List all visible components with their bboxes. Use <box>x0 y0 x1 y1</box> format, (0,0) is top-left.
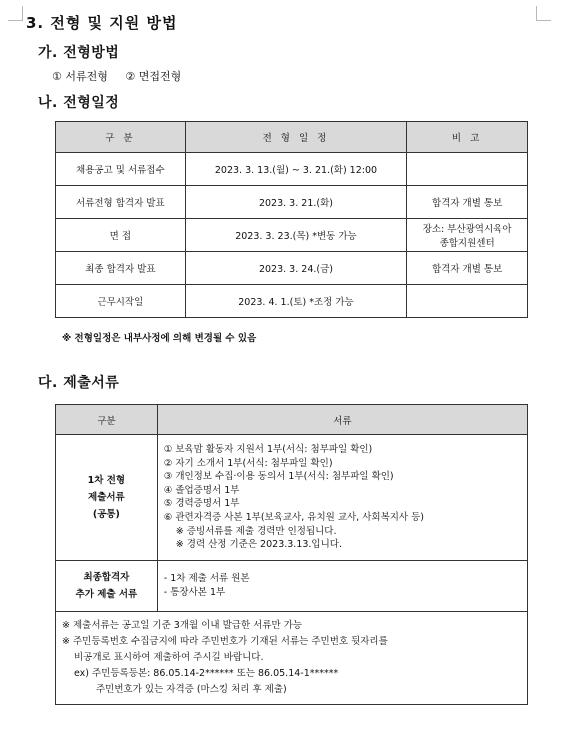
list-item: - 1차 제출 서류 원본 <box>163 573 250 585</box>
list-item: ⑤ 경력증명서 1부 <box>163 498 240 510</box>
option-document-screening: ① 서류전형 <box>52 70 108 83</box>
method-options <box>52 68 195 84</box>
row-item: 서류전형 합격자 발표 <box>56 186 186 219</box>
row-note <box>407 219 528 252</box>
method-title: 가. 전형방법 <box>38 45 120 61</box>
list-subnote: ※ 증빙서류를 제출 경력만 인정됩니다. <box>175 525 337 537</box>
list-item: - 통장사본 1부 <box>163 586 226 598</box>
table-row <box>56 560 528 611</box>
table-row <box>56 252 528 285</box>
header-documents: 서류 <box>157 405 527 435</box>
row-note: 합격자 개별 통보 <box>407 186 528 219</box>
table-header-row <box>56 405 528 435</box>
header-schedule: 전 형 일 정 <box>185 122 407 153</box>
first-stage-label <box>56 435 158 561</box>
row-date: 2023. 3. 24.(금) <box>185 252 407 285</box>
row-date: 2023. 3. 23.(목) *변동 가능 <box>185 219 407 252</box>
note-line: 비공개로 표시하여 제출하여 주시길 바랍니다. <box>74 651 264 663</box>
row-item: 채용공고 및 서류접수 <box>56 153 186 186</box>
list-item: ② 자기 소개서 1부(서식: 첨부파일 확인) <box>163 457 333 469</box>
table-header-row <box>56 122 528 153</box>
row-note <box>407 153 528 186</box>
note-line: 주민번호가 있는 자격증 (마스킹 처리 후 제출) <box>96 683 287 695</box>
row-item: 면 접 <box>56 219 186 252</box>
header-category: 구 분 <box>56 122 186 153</box>
row-date: 2023. 3. 13.(월) ~ 3. 21.(화) 12:00 <box>185 153 407 186</box>
list-item: ① 보육맘 활동자 지원서 1부(서식: 첨부파일 확인) <box>163 444 373 455</box>
schedule-footnote: ※ 전형일정은 내부사정에 의해 변경될 수 있음 <box>62 333 257 344</box>
header-remarks: 비 고 <box>407 122 528 153</box>
page-corner-marker <box>536 6 551 21</box>
list-subnote: ※ 경력 산정 기준은 2023.3.13.입니다. <box>175 539 342 551</box>
table-row <box>56 153 528 186</box>
documents-notes <box>56 611 528 704</box>
list-item: ④ 졸업증명서 1부 <box>163 484 240 496</box>
label-line: (공통) <box>92 508 120 520</box>
schedule-title: 나. 전형일정 <box>38 95 120 111</box>
first-stage-documents <box>157 435 527 561</box>
row-note-line: 장소: 부산광역시육아 <box>422 224 512 235</box>
note-line: ex) 주민등록등본: 86.05.14-2****** 또는 86.05.14-1****** <box>74 667 339 679</box>
list-item: ⑥ 관련자격증 사본 1부(보육교사, 유치원 교사, 사회복지사 등) <box>163 511 425 523</box>
row-date: 2023. 3. 21.(화) <box>185 186 407 219</box>
row-note: 합격자 개별 통보 <box>407 252 528 285</box>
table-row <box>56 219 528 252</box>
row-date: 2023. 4. 1.(토) *조정 가능 <box>185 285 407 318</box>
documents-table <box>55 404 528 705</box>
table-row <box>56 285 528 318</box>
header-category: 구분 <box>56 405 158 435</box>
label-line: 최종합격자 <box>83 571 130 583</box>
label-line: 1차 전형 <box>87 474 126 486</box>
row-note-line: 종합지원센터 <box>439 238 495 249</box>
row-item: 최종 합격자 발표 <box>56 252 186 285</box>
label-line: 추가 제출 서류 <box>75 588 138 600</box>
final-stage-label <box>56 560 158 611</box>
list-item: ③ 개인정보 수집·이용 동의서 1부(서식: 첨부파일 확인) <box>163 471 394 483</box>
option-interview: ② 면접전형 <box>125 70 182 83</box>
row-note <box>407 285 528 318</box>
section-title: 3. 전형 및 지원 방법 <box>26 14 178 32</box>
row-item: 근무시작일 <box>56 285 186 318</box>
documents-title: 다. 제출서류 <box>38 375 120 391</box>
table-row <box>56 435 528 561</box>
note-line: ※ 제출서류는 공고일 기준 3개월 이내 발급한 서류만 가능 <box>62 619 303 631</box>
schedule-table <box>55 121 528 318</box>
table-row <box>56 611 528 704</box>
label-line: 제출서류 <box>88 491 125 503</box>
final-stage-documents <box>157 560 527 611</box>
note-line: ※ 주민등록번호 수집금지에 따라 주민번호가 기재된 서류는 주민번호 뒷자리를 <box>62 635 388 647</box>
page-corner-marker <box>8 6 23 21</box>
table-row <box>56 186 528 219</box>
